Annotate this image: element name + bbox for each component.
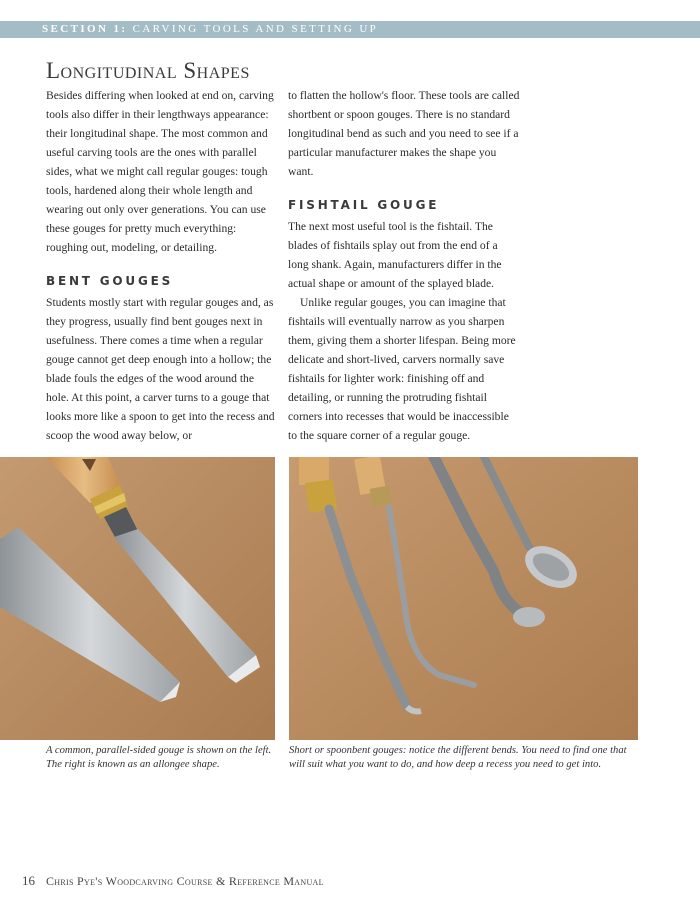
- photo-parallel-and-allongee-gouges: [0, 457, 275, 740]
- section-number: SECTION 1:: [42, 23, 128, 35]
- fishtail-paragraph-1: The next most useful tool is the fishtail. The blades of fishtails splay out from the end of a long shank. Again, manufacturers differ in the actual shape or amount of the splayed blade.: [288, 220, 502, 290]
- continuation-paragraph: to flatten the hollow's floor. These tools are called shortbent or spoon gouges. There is no standard longitudinal bend as such and you need to see if a particular manufacturer makes the shape you want.: [288, 89, 520, 178]
- photo-spoonbent-gouges: [289, 457, 638, 740]
- bent-gouges-heading: BENT GOUGES: [46, 274, 174, 288]
- intro-paragraph: Besides differing when looked at end on, carving tools also differ in their lengthways appearance: their longitudinal shape. The most common and useful carving tools are the ones with parallel sides, what we might call regular gouges: tough tools, hardened along their whole length and wearing out only over generations. You can use these gouges for pretty much everything: roughing out, modeling, or detailing.: [46, 89, 274, 254]
- left-column: [46, 86, 278, 445]
- page-footer: [22, 873, 324, 889]
- bent-gouges-paragraph: Students mostly start with regular gouges and, as they progress, usually find bent gouges next in usefulness. There comes a time when a regular gouge cannot get deep enough into a hollow; the blade fouls the edges of the wood around the hole. At this point, a carver turns to a gouge that looks more like a spoon to get into the recess and scoop the wood away below, or: [46, 296, 275, 442]
- caption-left: A common, parallel-sided gouge is shown on the left. The right is known as an allongee shape.: [46, 745, 272, 770]
- section-title: CARVING TOOLS AND SETTING UP: [132, 23, 379, 35]
- right-column: [288, 86, 520, 445]
- caption-right: Short or spoonbent gouges: notice the different bends. You need to find one that will suit what you want to do, and how deep a recess you need to get into.: [289, 745, 627, 770]
- book-title: Chris Pye's Woodcarving Course & Reference Manual: [46, 874, 324, 888]
- fishtail-gouge-heading: FISHTAIL GOUGE: [288, 198, 440, 212]
- fishtail-paragraph-2: Unlike regular gouges, you can imagine that fishtails will eventually narrow as you sharpen them, giving them a shorter lifespan. Being more delicate and short-lived, carvers normally save fishtails for lighter work: finishing off and detailing, or running the protruding fishtail corners into recesses that would be inaccessible to the square corner of a regular gouge.: [288, 296, 516, 442]
- gouges-illustration-right: [289, 457, 638, 740]
- page-heading: Longitudinal Shapes: [46, 58, 250, 83]
- page-number: 16: [22, 873, 35, 888]
- gouges-illustration-left: [0, 457, 275, 740]
- section-header-bar: [0, 21, 700, 38]
